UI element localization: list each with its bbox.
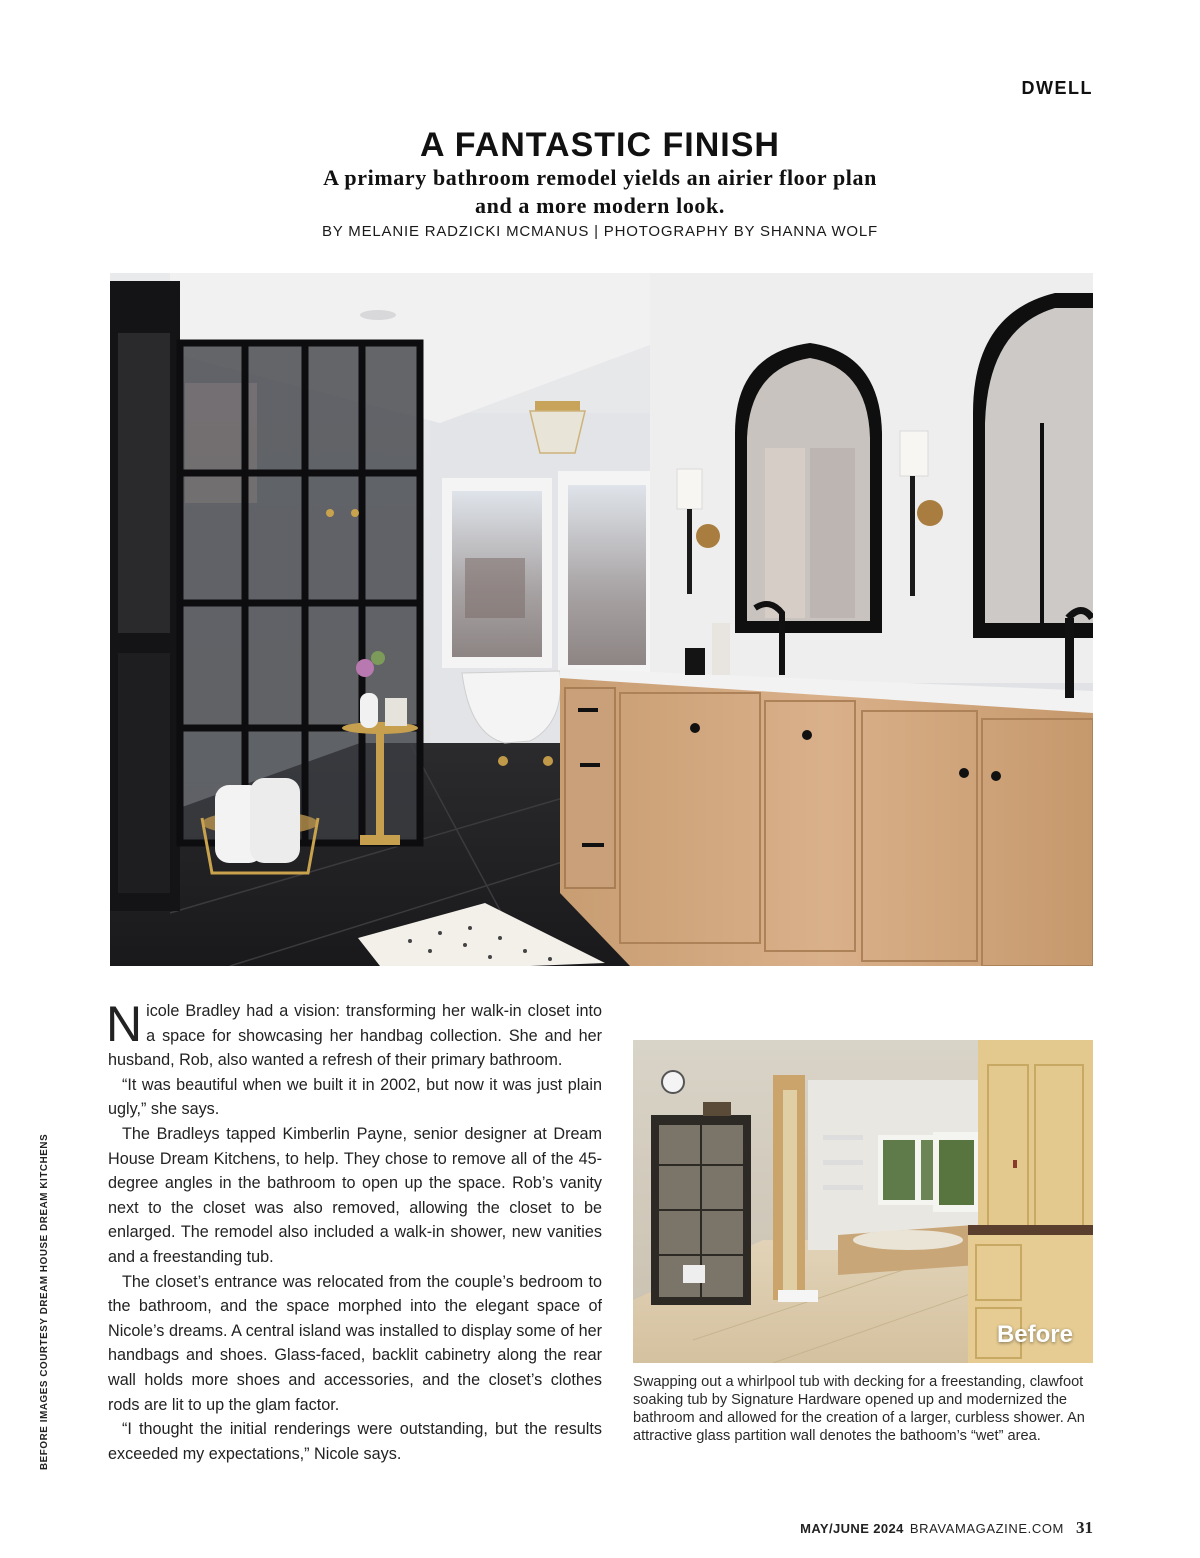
paragraph-3: The Bradleys tapped Kimberlin Payne, senior designer at Dream House Dream Kitchens, to help. They chose to remove all of the 45-degree angles in the bathroom to open up the space. Rob’s vanity next to the closet was also removed, allowing the closet to be enlarged. The remodel also included a walk-in shower, new vanities and a freestanding tub. — [108, 1124, 602, 1266]
article-body — [106, 996, 602, 1466]
paragraph-2: “It was beautiful when we built it in 2002, but now it was just plain ugly,” she says. — [108, 1075, 602, 1119]
page-number: 31 — [1076, 1518, 1093, 1537]
before-photo-caption: Swapping out a whirlpool tub with decking for a freestanding, clawfoot soaking tub by Signature Hardware opened up and modernized the bathroom and allowed for the creation of a larger, curbless shower. An attractive glass partition wall denotes the bathoom’s “wet” area. — [633, 1374, 1085, 1444]
paragraph-5: “I thought the initial renderings were outstanding, but the results exceeded my expectations,” Nicole says. — [108, 1420, 602, 1463]
section-label: DWELL — [1021, 78, 1093, 98]
before-label: Before — [996, 1321, 1073, 1348]
article-deck — [300, 164, 900, 220]
deck-line-1: A primary bathroom remodel yields an airier floor plan — [323, 165, 877, 190]
bathroom-before-image — [633, 1040, 1093, 1363]
paragraph-1-text: icole Bradley had a vision: transforming her walk-in closet into a space for showcasing her handbag collection. She and her husband, Rob, also wanted a refresh of their primary bathroom. — [108, 1002, 602, 1070]
article-title: A FANTASTIC FINISH — [420, 126, 780, 164]
byline: BY MELANIE RADZICKI MCMANUS | PHOTOGRAPHY BY SHANNA WOLF — [321, 223, 879, 240]
drop-cap: N — [106, 996, 143, 1052]
hero-photo — [110, 273, 1093, 966]
paragraph-4: The closet’s entrance was relocated from the couple’s bedroom to the bathroom, and the space morphed into the elegant space of Nicole’s dreams. A central island was installed to display some of her handbags and shoes. Glass-faced, backlit cabinetry along the rear wall holds more shoes and accessories, and the closet’s clothes rods are lit to up the glam factor. — [108, 1272, 602, 1414]
page-footer — [800, 1518, 1093, 1538]
website-link[interactable]: BRAVAMAGAZINE.COM — [909, 1521, 1064, 1536]
issue-date: MAY/JUNE 2024 — [800, 1521, 904, 1536]
deck-line-2: and a more modern look. — [475, 193, 725, 218]
bathroom-after-image — [110, 273, 1093, 966]
photo-credit: BEFORE IMAGES COURTESY DREAM HOUSE DREAM KITCHENS — [39, 1133, 50, 1470]
before-photo — [633, 1040, 1093, 1363]
paragraph-1 — [106, 996, 602, 1073]
